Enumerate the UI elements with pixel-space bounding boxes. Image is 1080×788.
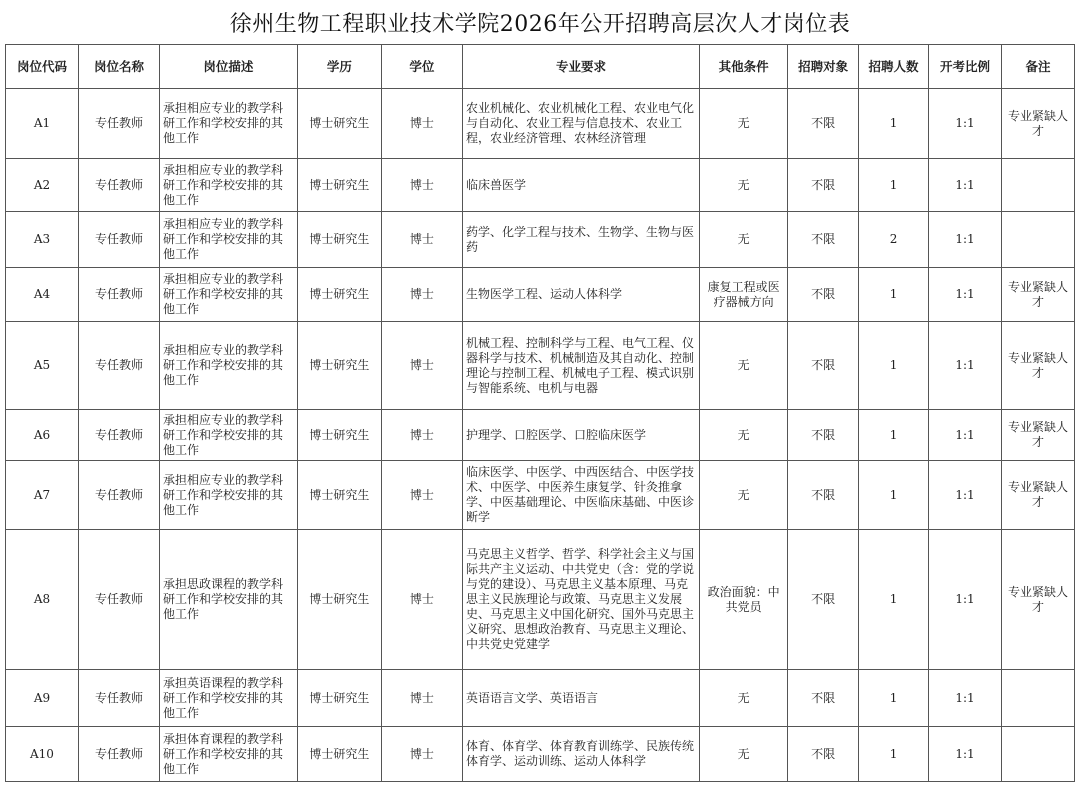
cell-target: 不限 [788, 212, 859, 268]
cell-count: 2 [859, 212, 929, 268]
cell-desc: 承担英语课程的教学科研工作和学校安排的其他工作 [160, 670, 298, 727]
cell-count: 1 [859, 322, 929, 410]
cell-other: 无 [700, 89, 788, 159]
cell-code: A5 [6, 322, 79, 410]
cell-major: 英语语言文学、英语语言 [462, 670, 699, 727]
cell-note [1001, 727, 1074, 782]
header-other: 其他条件 [700, 45, 788, 89]
cell-major: 生物医学工程、运动人体科学 [462, 268, 699, 322]
cell-target: 不限 [788, 410, 859, 461]
cell-ratio: 1:1 [929, 89, 1002, 159]
header-count: 招聘人数 [859, 45, 929, 89]
cell-name: 专任教师 [78, 727, 159, 782]
cell-target: 不限 [788, 670, 859, 727]
cell-code: A3 [6, 212, 79, 268]
cell-major: 药学、化学工程与技术、生物学、生物与医药 [462, 212, 699, 268]
cell-other: 无 [700, 670, 788, 727]
header-major: 专业要求 [462, 45, 699, 89]
cell-edu: 博士研究生 [297, 410, 381, 461]
cell-name: 专任教师 [78, 212, 159, 268]
cell-note [1001, 670, 1074, 727]
cell-name: 专任教师 [78, 461, 159, 530]
cell-name: 专任教师 [78, 89, 159, 159]
table-row [6, 461, 1075, 530]
cell-ratio: 1:1 [929, 159, 1002, 212]
cell-desc: 承担相应专业的教学科研工作和学校安排的其他工作 [160, 410, 298, 461]
header-row [6, 45, 1075, 89]
cell-note [1001, 159, 1074, 212]
cell-other: 无 [700, 727, 788, 782]
cell-desc: 承担体育课程的教学科研工作和学校安排的其他工作 [160, 727, 298, 782]
cell-degree: 博士 [381, 461, 462, 530]
cell-edu: 博士研究生 [297, 159, 381, 212]
cell-count: 1 [859, 268, 929, 322]
cell-target: 不限 [788, 89, 859, 159]
cell-target: 不限 [788, 530, 859, 670]
table-row [6, 159, 1075, 212]
cell-count: 1 [859, 530, 929, 670]
cell-degree: 博士 [381, 212, 462, 268]
cell-count: 1 [859, 410, 929, 461]
cell-other: 无 [700, 461, 788, 530]
cell-major: 临床兽医学 [462, 159, 699, 212]
cell-name: 专任教师 [78, 410, 159, 461]
cell-count: 1 [859, 159, 929, 212]
cell-edu: 博士研究生 [297, 89, 381, 159]
cell-code: A9 [6, 670, 79, 727]
cell-edu: 博士研究生 [297, 461, 381, 530]
cell-desc: 承担相应专业的教学科研工作和学校安排的其他工作 [160, 322, 298, 410]
cell-ratio: 1:1 [929, 212, 1002, 268]
table-row [6, 89, 1075, 159]
cell-name: 专任教师 [78, 159, 159, 212]
cell-major: 临床医学、中医学、中西医结合、中医学技术、中医学、中医养生康复学、针灸推拿学、中医基础理论、中医临床基础、中医诊断学 [462, 461, 699, 530]
cell-note: 专业紧缺人才 [1001, 530, 1074, 670]
cell-desc: 承担相应专业的教学科研工作和学校安排的其他工作 [160, 159, 298, 212]
cell-code: A8 [6, 530, 79, 670]
cell-desc: 承担相应专业的教学科研工作和学校安排的其他工作 [160, 89, 298, 159]
cell-target: 不限 [788, 159, 859, 212]
cell-ratio: 1:1 [929, 461, 1002, 530]
cell-name: 专任教师 [78, 322, 159, 410]
header-target: 招聘对象 [788, 45, 859, 89]
cell-degree: 博士 [381, 410, 462, 461]
header-name: 岗位名称 [78, 45, 159, 89]
cell-degree: 博士 [381, 727, 462, 782]
cell-name: 专任教师 [78, 530, 159, 670]
cell-target: 不限 [788, 727, 859, 782]
cell-desc: 承担相应专业的教学科研工作和学校安排的其他工作 [160, 212, 298, 268]
cell-code: A7 [6, 461, 79, 530]
cell-degree: 博士 [381, 530, 462, 670]
cell-major: 体育、体育学、体育教育训练学、民族传统体育学、运动训练、运动人体科学 [462, 727, 699, 782]
cell-edu: 博士研究生 [297, 530, 381, 670]
header-note: 备注 [1001, 45, 1074, 89]
cell-ratio: 1:1 [929, 727, 1002, 782]
cell-ratio: 1:1 [929, 410, 1002, 461]
cell-other: 无 [700, 410, 788, 461]
header-edu: 学历 [297, 45, 381, 89]
positions-table [5, 44, 1075, 782]
cell-edu: 博士研究生 [297, 727, 381, 782]
cell-code: A6 [6, 410, 79, 461]
cell-other: 无 [700, 212, 788, 268]
table-row [6, 670, 1075, 727]
cell-major: 护理学、口腔医学、口腔临床医学 [462, 410, 699, 461]
table-title: 徐州生物工程职业技术学院2026年公开招聘高层次人才岗位表 [229, 11, 851, 37]
cell-target: 不限 [788, 461, 859, 530]
cell-note: 专业紧缺人才 [1001, 322, 1074, 410]
cell-other: 无 [700, 159, 788, 212]
cell-degree: 博士 [381, 268, 462, 322]
header-code: 岗位代码 [6, 45, 79, 89]
cell-count: 1 [859, 461, 929, 530]
cell-other: 政治面貌：中共党员 [700, 530, 788, 670]
cell-major: 农业机械化、农业机械化工程、农业电气化与自动化、农业工程与信息技术、农业工程，农业经济管理、农林经济管理 [462, 89, 699, 159]
cell-count: 1 [859, 89, 929, 159]
cell-major: 马克思主义哲学、哲学、科学社会主义与国际共产主义运动、中共党史（含：党的学说与党的建设）、马克思主义基本原理、马克思主义民族理论与政策、马克思主义发展史、马克思主义中国化研究、国外马克思主义研究、思想政治教育、马克思主义理论、中共党史党建学 [462, 530, 699, 670]
cell-degree: 博士 [381, 670, 462, 727]
cell-target: 不限 [788, 322, 859, 410]
cell-target: 不限 [788, 268, 859, 322]
header-ratio: 开考比例 [929, 45, 1002, 89]
cell-code: A4 [6, 268, 79, 322]
cell-desc: 承担相应专业的教学科研工作和学校安排的其他工作 [160, 461, 298, 530]
cell-note [1001, 212, 1074, 268]
cell-count: 1 [859, 727, 929, 782]
cell-edu: 博士研究生 [297, 212, 381, 268]
cell-major: 机械工程、控制科学与工程、电气工程、仪器科学与技术、机械制造及其自动化、控制理论与控制工程、机械电子工程、模式识别与智能系统、电机与电器 [462, 322, 699, 410]
cell-name: 专任教师 [78, 268, 159, 322]
cell-code: A2 [6, 159, 79, 212]
header-desc: 岗位描述 [160, 45, 298, 89]
cell-ratio: 1:1 [929, 530, 1002, 670]
cell-other: 康复工程或医疗器械方向 [700, 268, 788, 322]
cell-code: A10 [6, 727, 79, 782]
table-row [6, 410, 1075, 461]
cell-degree: 博士 [381, 322, 462, 410]
table-row [6, 727, 1075, 782]
cell-name: 专任教师 [78, 670, 159, 727]
table-row [6, 530, 1075, 670]
cell-edu: 博士研究生 [297, 322, 381, 410]
cell-ratio: 1:1 [929, 322, 1002, 410]
cell-edu: 博士研究生 [297, 268, 381, 322]
cell-degree: 博士 [381, 89, 462, 159]
cell-other: 无 [700, 322, 788, 410]
cell-note: 专业紧缺人才 [1001, 461, 1074, 530]
table-row [6, 322, 1075, 410]
cell-ratio: 1:1 [929, 670, 1002, 727]
cell-ratio: 1:1 [929, 268, 1002, 322]
cell-note: 专业紧缺人才 [1001, 268, 1074, 322]
cell-edu: 博士研究生 [297, 670, 381, 727]
table-row [6, 268, 1075, 322]
cell-note: 专业紧缺人才 [1001, 410, 1074, 461]
cell-degree: 博士 [381, 159, 462, 212]
cell-desc: 承担相应专业的教学科研工作和学校安排的其他工作 [160, 268, 298, 322]
cell-code: A1 [6, 89, 79, 159]
cell-count: 1 [859, 670, 929, 727]
cell-note: 专业紧缺人才 [1001, 89, 1074, 159]
cell-desc: 承担思政课程的教学科研工作和学校安排的其他工作 [160, 530, 298, 670]
table-row [6, 212, 1075, 268]
header-degree: 学位 [381, 45, 462, 89]
